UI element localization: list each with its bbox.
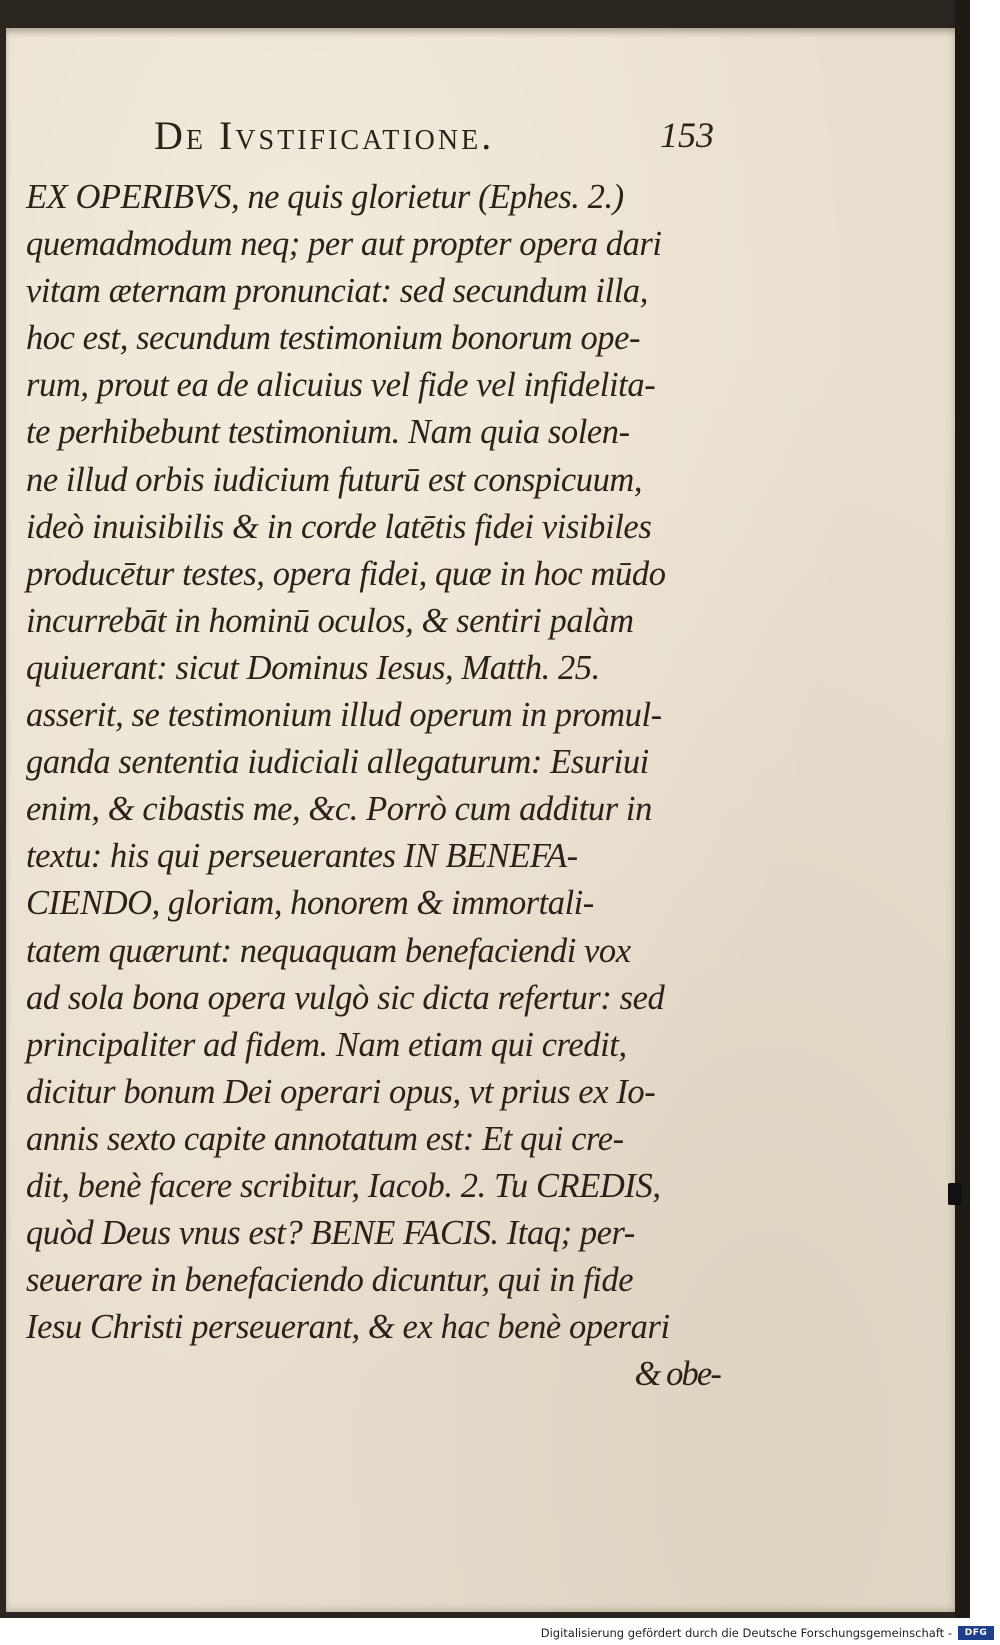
text-line: quiuerant: sicut Dominus Iesus, Matth. 25.: [26, 648, 600, 687]
text-line: EX OPERIBVS, ne quis glorietur (Ephes. 2.): [26, 178, 624, 216]
dfg-logo: DFG: [958, 1626, 994, 1640]
text-line: ganda sententia iudiciali allegaturum: Esuriui: [26, 743, 649, 782]
text-line: seuerare in benefaciendo dicuntur, qui in fide: [26, 1261, 634, 1300]
text-line: rum, prout ea de alicuius vel fide vel infidelita-: [26, 366, 656, 405]
catchword: & obe-: [634, 1355, 720, 1394]
text-line: te perhibebunt testimonium. Nam quia solen-: [26, 413, 630, 452]
text-line: ideò inuisibilis & in corde latētis fidei visibiles: [26, 507, 652, 546]
text-line: textu: his qui perseuerantes IN BENEFA-: [26, 837, 578, 876]
text-line: CIENDO, gloriam, honorem & immortali-: [26, 884, 594, 923]
text-line: hoc est, secundum testimonium bonorum ope-: [26, 319, 641, 358]
text-line: quòd Deus vnus est? BENE FACIS. Itaq; per-: [26, 1214, 635, 1253]
text-line: Iesu Christi perseuerant, & ex hac benè operari: [26, 1308, 670, 1347]
text-line: dicitur bonum Dei operari opus, vt prius ex Io-: [26, 1072, 656, 1111]
text-line: ne illud orbis iudicium futurū est conspicuum,: [26, 460, 643, 499]
running-head-title: De Ivstificatione.: [154, 113, 495, 158]
text-line: enim, & cibastis me, &c. Porrò cum additur in: [26, 790, 652, 829]
body-text: [26, 174, 726, 1398]
text-line: principaliter ad fidem. Nam etiam qui credit,: [26, 1025, 627, 1064]
text-line: vitam æternam pronunciat: sed secundum illa,: [26, 272, 648, 311]
book-page: [6, 28, 962, 1612]
text-line: producētur testes, opera fidei, quæ in hoc mūdo: [26, 554, 666, 593]
page-edge-shadow: [955, 0, 970, 1618]
text-line: dit, benè facere scribitur, Iacob. 2. Tu CREDIS,: [26, 1166, 661, 1205]
text-line: incurrebāt in hominū oculos, & sentiri palàm: [26, 601, 634, 640]
text-line: annis sexto capite annotatum est: Et qui cre-: [26, 1119, 624, 1158]
text-line: ad sola bona opera vulgò sic dicta refertur: sed: [26, 978, 665, 1017]
page-number: 153: [660, 115, 714, 155]
text-line: asserit, se testimonium illud operum in promul-: [26, 696, 662, 735]
binding-mark: [948, 1183, 962, 1205]
text-line: quemadmodum neq; per aut propter opera dari: [26, 225, 662, 264]
funding-credit: Digitalisierung gefördert durch die Deutsche Forschungsgemeinschaft -: [540, 1626, 952, 1640]
footer: [0, 1622, 1000, 1645]
text-line: tatem quærunt: nequaquam benefaciendi vox: [26, 931, 631, 970]
running-head: [154, 112, 714, 162]
